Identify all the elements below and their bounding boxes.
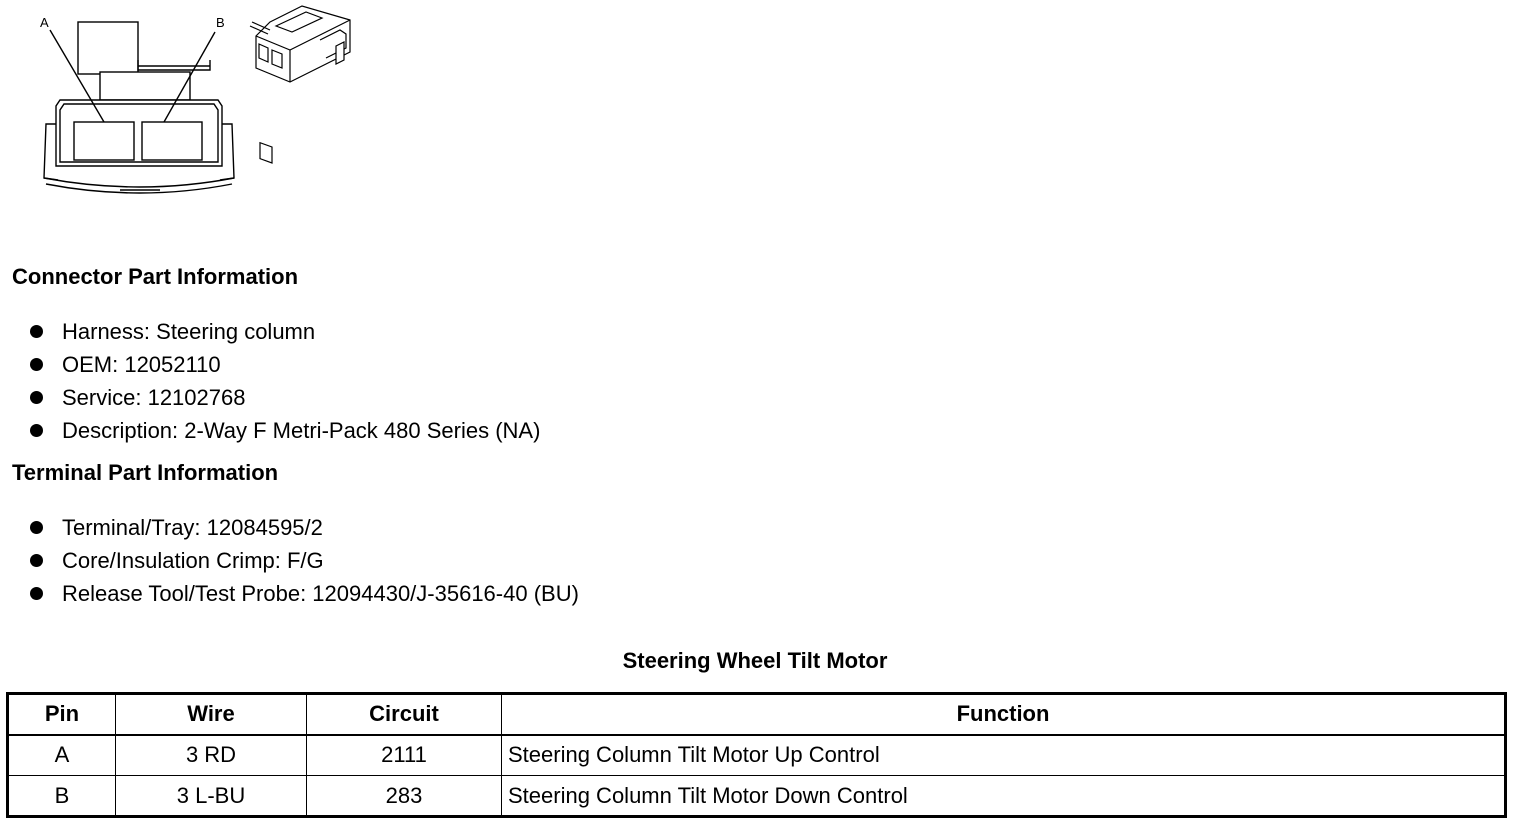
bullet-icon (30, 391, 43, 404)
cell-function: Steering Column Tilt Motor Up Control (502, 735, 1506, 776)
list-item-text: Core/Insulation Crimp: F/G (62, 548, 324, 573)
list-item (30, 577, 579, 610)
list-item (30, 511, 579, 544)
cell-function: Steering Column Tilt Motor Down Control (502, 776, 1506, 817)
table-row (8, 776, 1506, 817)
bullet-icon (30, 325, 43, 338)
list-item-text: Release Tool/Test Probe: 12094430/J-35616-40 (BU) (62, 581, 579, 606)
list-item (30, 315, 540, 348)
list-item-text: Terminal/Tray: 12084595/2 (62, 515, 323, 540)
list-item (30, 414, 540, 447)
bullet-icon (30, 554, 43, 567)
list-item-text: Description: 2-Way F Metri-Pack 480 Series (NA) (62, 418, 541, 443)
bullet-icon (30, 587, 43, 600)
column-header-circuit: Circuit (307, 694, 502, 735)
terminal-part-info-heading: Terminal Part Information (12, 460, 279, 485)
cell-pin: A (8, 735, 116, 776)
terminal-part-info-list (30, 511, 579, 610)
cell-wire: 3 RD (116, 735, 307, 776)
pin-label-b: B (216, 15, 225, 30)
list-item (30, 544, 579, 577)
column-header-pin: Pin (8, 694, 116, 735)
cell-circuit: 283 (307, 776, 502, 817)
list-item (30, 348, 540, 381)
cell-wire: 3 L-BU (116, 776, 307, 817)
table-row (8, 735, 1506, 776)
cell-circuit: 2111 (307, 735, 502, 776)
bullet-icon (30, 424, 43, 437)
table-header-row (8, 694, 1506, 735)
list-item-text: OEM: 12052110 (62, 352, 221, 377)
pin-table (6, 692, 1507, 818)
connector-isometric-thumbnail (250, 6, 350, 163)
column-header-function: Function (502, 694, 1506, 735)
pin-table-title: Steering Wheel Tilt Motor (622, 648, 888, 673)
list-item-text: Service: 12102768 (62, 385, 246, 410)
connector-face-view (0, 0, 380, 210)
column-header-wire: Wire (116, 694, 307, 735)
connector-part-info-list (30, 315, 540, 447)
connector-diagram (0, 0, 380, 210)
list-item-text: Harness: Steering column (62, 319, 316, 344)
list-item (30, 381, 540, 414)
cell-pin: B (8, 776, 116, 817)
connector-part-info-heading: Connector Part Information (12, 264, 299, 289)
bullet-icon (30, 358, 43, 371)
pin-label-a: A (40, 15, 49, 30)
bullet-icon (30, 521, 43, 534)
